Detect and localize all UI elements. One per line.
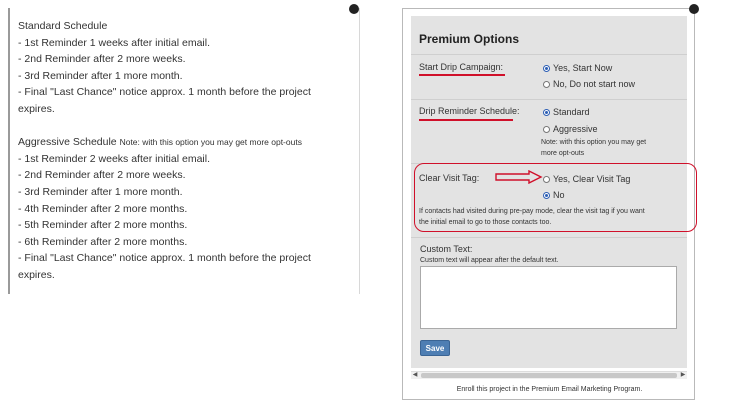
radio-icon	[543, 126, 550, 133]
radio-label: Yes, Start Now	[553, 63, 613, 73]
horizontal-scrollbar[interactable]	[411, 371, 687, 379]
radio-label: Standard	[553, 107, 590, 117]
schedule-standard-radio[interactable]	[543, 107, 590, 117]
scroll-left-icon[interactable]: ◀	[412, 372, 418, 378]
aggressive-schedule-heading	[18, 134, 358, 151]
radio-label: Aggressive	[553, 124, 598, 134]
close-icon[interactable]	[349, 4, 359, 14]
custom-text-label: Custom Text:	[420, 244, 473, 254]
annotation-underline	[419, 119, 513, 121]
close-icon[interactable]	[689, 4, 699, 14]
standard-line: expires.	[18, 102, 55, 115]
aggressive-line: - 3rd Reminder after 1 more month.	[18, 185, 183, 198]
scroll-thumb[interactable]	[421, 373, 677, 378]
aggressive-line: expires.	[18, 268, 55, 281]
divider	[411, 99, 687, 100]
aggressive-line: - 2nd Reminder after 2 more weeks.	[18, 169, 186, 182]
divider	[411, 237, 687, 238]
standard-line: - 1st Reminder 1 weeks after initial email.	[18, 36, 210, 49]
aggressive-schedule-note: Note: with this option you may get more opt-outs	[119, 137, 302, 148]
annotation-underline	[419, 74, 505, 76]
standard-line: - Final "Last Chance" notice approx. 1 month before the project	[18, 86, 311, 99]
radio-label: No	[553, 190, 565, 200]
schedule-panel	[8, 8, 360, 294]
custom-text-help: Custom text will appear after the default text.	[420, 257, 559, 264]
drip-no-radio[interactable]	[543, 79, 635, 89]
note-line: If contacts had visited during pre-pay mode, clear the visit tag if you want	[419, 208, 645, 215]
dialog-body	[411, 16, 687, 368]
dialog-title: Premium Options	[419, 32, 520, 46]
radio-icon	[543, 81, 550, 88]
annotation-highlight-box	[414, 163, 697, 232]
aggressive-schedule-title: Aggressive Schedule	[18, 136, 117, 149]
radio-label: Yes, Clear Visit Tag	[553, 174, 631, 184]
radio-label: No, Do not start now	[553, 79, 636, 89]
note-line: the initial email to go to those contacts too.	[419, 219, 552, 226]
standard-line: - 3rd Reminder after 1 more month.	[18, 69, 183, 82]
standard-schedule-title: Standard Schedule	[18, 20, 108, 32]
save-button[interactable]: Save	[420, 340, 450, 356]
aggressive-line: - 4th Reminder after 2 more months.	[18, 202, 188, 215]
aggressive-line: - 6th Reminder after 2 more months.	[18, 235, 188, 248]
footer-note: Enroll this project in the Premium Email Marketing Program.	[456, 386, 643, 393]
schedule-aggressive-radio[interactable]	[543, 124, 598, 134]
scroll-right-icon[interactable]: ▶	[680, 372, 686, 378]
aggressive-line: - 5th Reminder after 2 more months.	[18, 219, 188, 232]
custom-text-input[interactable]	[420, 266, 677, 329]
note-line: more opt-outs	[541, 150, 585, 157]
radio-checked-icon	[543, 109, 550, 116]
schedule-text	[18, 18, 358, 284]
clear-visit-tag-label: Clear Visit Tag:	[419, 173, 480, 183]
divider	[411, 54, 687, 55]
premium-options-dialog	[402, 8, 695, 400]
reminder-schedule-label: Drip Reminder Schedule:	[419, 106, 520, 116]
aggressive-line: - Final "Last Chance" notice approx. 1 month before the project	[18, 252, 311, 265]
drip-yes-radio[interactable]	[543, 63, 612, 73]
radio-checked-icon	[543, 65, 550, 72]
schedule-note	[541, 137, 646, 159]
drip-campaign-label: Start Drip Campaign:	[419, 62, 504, 72]
note-line: Note: with this option you may get	[541, 139, 647, 146]
aggressive-line: - 1st Reminder 2 weeks after initial email.	[18, 152, 210, 165]
standard-line: - 2nd Reminder after 2 more weeks.	[18, 53, 186, 66]
